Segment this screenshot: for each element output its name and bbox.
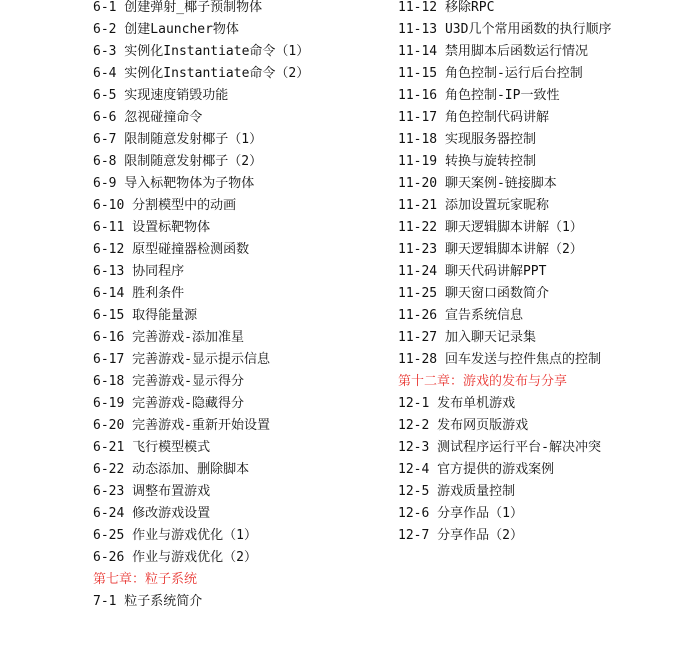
toc-entry: 11-17 角色控制代码讲解 (398, 110, 549, 125)
toc-entry: 6-15 取得能量源 (93, 308, 198, 323)
toc-entry: 11-19 转换与旋转控制 (398, 154, 536, 169)
toc-entry: 6-1 创建弹射_椰子预制物体 (93, 0, 263, 15)
toc-entry: 11-25 聊天窗口函数简介 (398, 286, 549, 301)
toc-entry: 11-16 角色控制-IP一致性 (398, 88, 560, 103)
toc-entry: 6-24 修改游戏设置 (93, 506, 211, 521)
toc-entry: 12-5 游戏质量控制 (398, 484, 516, 499)
toc-entry: 12-1 发布单机游戏 (398, 396, 516, 411)
toc-entry: 6-10 分割模型中的动画 (93, 198, 237, 213)
chapter-heading: 第七章：粒子系统 (93, 572, 198, 587)
toc-entry: 7-1 粒子系统简介 (93, 594, 203, 609)
toc-entry: 12-7 分享作品（2） (398, 528, 523, 543)
toc-entry: 6-17 完善游戏-显示提示信息 (93, 352, 270, 367)
toc-entry: 11-26 宣告系统信息 (398, 308, 523, 323)
toc-entry: 11-22 聊天逻辑脚本讲解（1） (398, 220, 583, 235)
toc-entry: 6-22 动态添加、删除脚本 (93, 462, 250, 477)
toc-entry: 6-5 实现速度销毁功能 (93, 88, 229, 103)
toc-entry: 11-24 聊天代码讲解PPT (398, 264, 547, 279)
toc-entry: 11-21 添加设置玩家昵称 (398, 198, 549, 213)
toc-entry: 6-16 完善游戏-添加准星 (93, 330, 244, 345)
toc-left-column (93, 0, 383, 613)
toc-entry: 6-3 实例化Instantiate命令（1） (93, 44, 310, 59)
toc-entry: 12-2 发布网页版游戏 (398, 418, 529, 433)
toc-entry: 11-20 聊天案例-链接脚本 (398, 176, 557, 191)
toc-right-column (398, 0, 688, 547)
toc-entry: 11-15 角色控制-运行后台控制 (398, 66, 583, 81)
toc-entry: 11-12 移除RPC (398, 0, 495, 15)
toc-entry: 6-19 完善游戏-隐藏得分 (93, 396, 244, 411)
toc-entry: 6-11 设置标靶物体 (93, 220, 211, 235)
toc-entry: 12-3 测试程序运行平台-解决冲突 (398, 440, 601, 455)
toc-entry: 6-6 忽视碰撞命令 (93, 110, 203, 125)
toc-entry: 6-12 原型碰撞器检测函数 (93, 242, 250, 257)
toc-entry: 6-23 调整布置游戏 (93, 484, 211, 499)
toc-entry: 6-18 完善游戏-显示得分 (93, 374, 244, 389)
toc-entry: 6-13 协同程序 (93, 264, 185, 279)
toc-entry: 6-20 完善游戏-重新开始设置 (93, 418, 270, 433)
toc-entry: 6-9 导入标靶物体为子物体 (93, 176, 255, 191)
toc-entry: 11-13 U3D几个常用函数的执行顺序 (398, 22, 612, 37)
toc-entry: 11-23 聊天逻辑脚本讲解（2） (398, 242, 583, 257)
toc-entry: 6-2 创建Launcher物体 (93, 22, 239, 37)
toc-entry: 6-7 限制随意发射椰子（1） (93, 132, 263, 147)
toc-entry: 11-28 回车发送与控件焦点的控制 (398, 352, 601, 367)
toc-entry: 6-4 实例化Instantiate命令（2） (93, 66, 310, 81)
toc-entry: 11-14 禁用脚本后函数运行情况 (398, 44, 588, 59)
toc-entry: 6-21 飞行模型模式 (93, 440, 211, 455)
toc-entry: 6-14 胜利条件 (93, 286, 185, 301)
toc-entry: 12-6 分享作品（1） (398, 506, 523, 521)
toc-entry: 11-18 实现服务器控制 (398, 132, 536, 147)
toc-entry: 11-27 加入聊天记录集 (398, 330, 536, 345)
toc-entry: 6-8 限制随意发射椰子（2） (93, 154, 263, 169)
toc-entry: 6-26 作业与游戏优化（2） (93, 550, 257, 565)
toc-entry: 12-4 官方提供的游戏案例 (398, 462, 555, 477)
toc-entry: 6-25 作业与游戏优化（1） (93, 528, 257, 543)
chapter-heading: 第十二章：游戏的发布与分享 (398, 374, 568, 389)
